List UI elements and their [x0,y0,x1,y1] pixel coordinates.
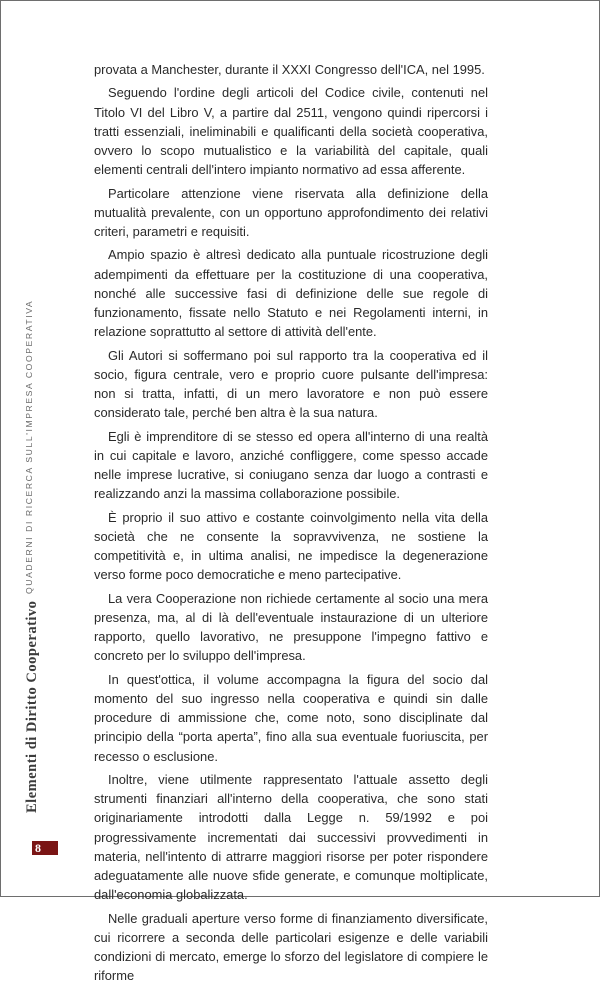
paragraph: Inoltre, viene utilmente rappresentato l'attuale assetto degli strumenti finanziari all'interno della cooperativa, che sono stati originariamente introdotti dalla Legge n. 59/1992 e poi progressivamente incrementati dai successivi provvedimenti in materia, nell'intento di attrarre maggiori risorse per poter rispondere adeguatamente alle nuove sfide generate, e comunque moltiplicate, dall'economia globalizzata. [94,771,488,903]
paragraph: La vera Cooperazione non richiede certamente al socio una mera presenza, ma, al di là dell'eventuale instaurazione di un ulteriore rapporto, quello lavorativo, ne presuppone l'impegno fattivo e concreto per lo sviluppo dell'impresa. [94,590,488,664]
book-spine-header [24,300,68,860]
paragraph: Nelle graduali aperture verso forme di finanziamento diversificate, cui ricorrere a seconda delle particolari esigenze e delle variabili condizioni di mercato, emerge lo sforzo del legislatore di compiere le riforme [94,910,488,984]
paragraph: provata a Manchester, durante il XXXI Congresso dell'ICA, nel 1995. [94,62,485,77]
paragraph: Ampio spazio è altresì dedicato alla puntuale ricostruzione degli adempimenti da effettuare per la costituzione di una cooperativa, nonché alle successive fasi di definizione delle sue regole di funzionamento, fissate nello Statuto e nei Regolamenti interni, in relazione soprattutto al settore di attività dell'ente. [94,247,488,340]
paragraph: Egli è imprenditore di se stesso ed opera all'interno di una realtà in cui capitale e lavoro, anziché confliggere, come spesso accade nelle imprese lucrative, si coniugano senza dar luogo a contrasti e realizzando anzi la massima collaborazione possibile. [94,428,488,502]
page-number-badge [32,841,58,855]
paragraph: Gli Autori si soffermano poi sul rapporto tra la cooperativa ed il socio, figura centrale, vero e proprio cuore pulsante dell'impresa: non si tratta, infatti, di un mero lavoratore e non può essere considerato tale, perché ben altra è la sua natura. [94,347,488,421]
body-text [94,60,488,990]
page-number: 8 [35,841,41,855]
paragraph: È proprio il suo attivo e costante coinvolgimento nella vita della società che ne consente la sopravvivenza, ne sostiene la competitività e, in ultima analisi, ne impedisce la degenerazione verso forme poco democratiche e meno partecipative. [94,509,488,583]
book-title: Elementi di Diritto Cooperativo [24,600,40,813]
series-subtitle: QUADERNI DI RICERCA SULL'IMPRESA COOPERATIVA [24,300,34,595]
paragraph: Particolare attenzione viene riservata alla definizione della mutualità prevalente, con un opportuno approfondimento dei relativi criteri, parametri e requisiti. [94,185,488,239]
paragraph: Seguendo l'ordine degli articoli del Codice civile, contenuti nel Titolo VI del Libro V, a partire dal 2511, vengono quindi ripercorsi i tratti essenziali, ineliminabili e qualificanti della società cooperativa, ovvero lo scopo mutualistico e la variabilità del capitale, quali elementi centrali dell'intero impianto normativo ad essa afferente. [94,85,488,178]
paragraph: In quest'ottica, il volume accompagna la figura del socio dal momento del suo ingresso nella cooperativa e quindi sin dalle procedure di ammissione che, come noto, sono disciplinate dal principio della “porta aperta”, fino alla sua eventuale fuoriuscita, per recesso o esclusione. [94,671,488,764]
